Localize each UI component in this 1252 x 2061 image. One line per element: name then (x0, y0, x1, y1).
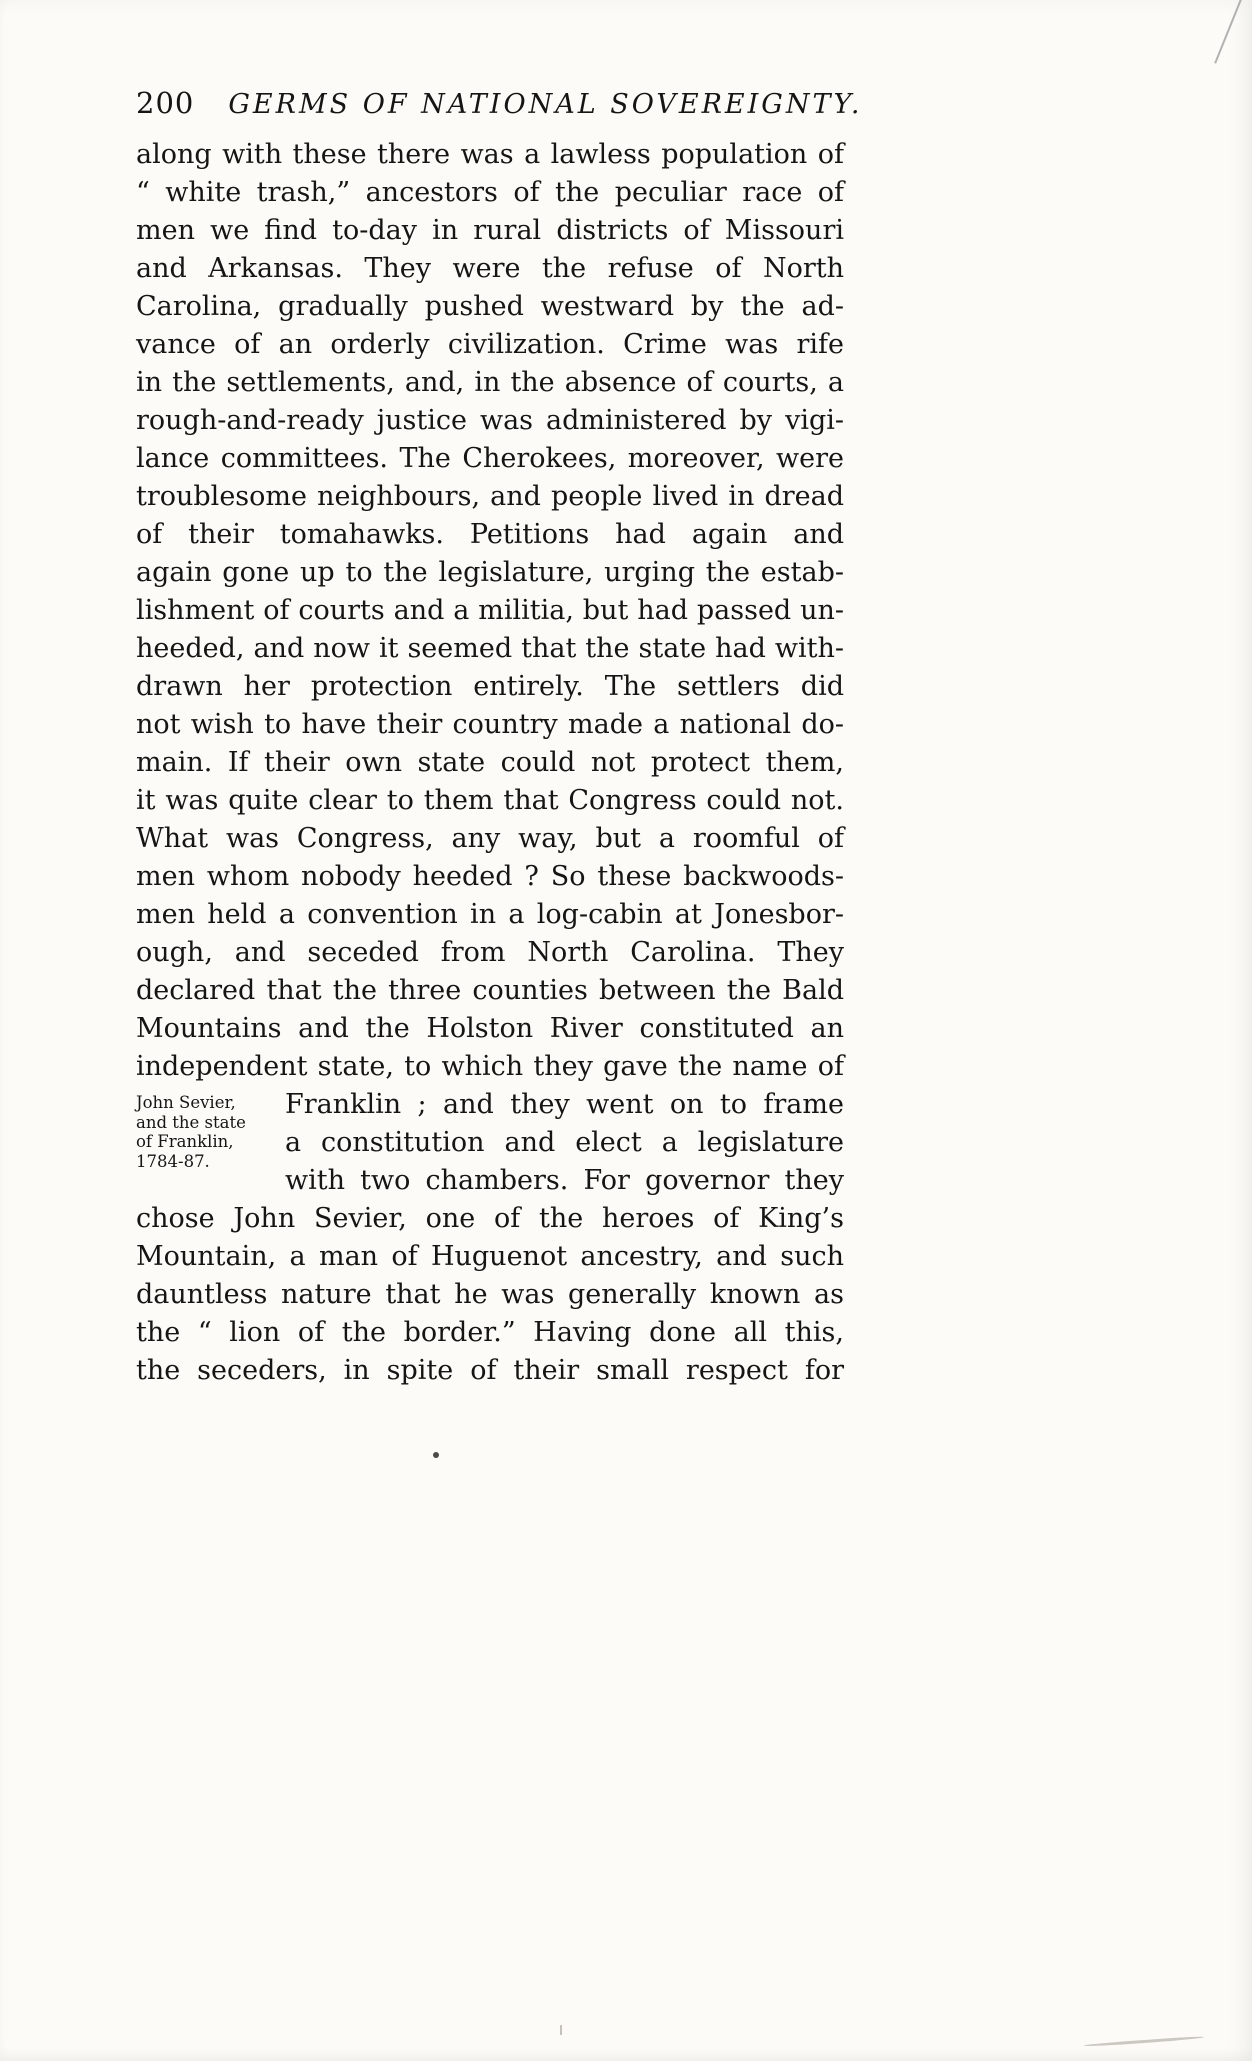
scan-artifact-slash (1214, 0, 1244, 64)
text-line: men we find to-day in rural districts of Missouri (136, 215, 844, 246)
text-line: troublesome neighbours, and people lived in dread (136, 481, 844, 512)
paragraph-indented (285, 1086, 844, 1200)
text-line: not wish to have their country made a national do- (136, 709, 844, 740)
text-line: lishment of courts and a militia, but had passed un- (136, 595, 844, 626)
text-line: ough, and seceded from North Carolina. They (136, 937, 844, 968)
text-line: drawn her protection entirely. The settlers did (136, 671, 844, 702)
page-number: 200 (136, 86, 195, 120)
text-line: independent state, to which they gave the name of (136, 1051, 844, 1082)
scan-artifact-squiggle (1084, 2036, 1204, 2047)
text-line: What was Congress, any way, but a roomful of (136, 823, 844, 854)
text-line: and Arkansas. They were the refuse of North (136, 253, 844, 284)
text-line: lance committees. The Cherokees, moreover, were (136, 443, 844, 474)
text-line: along with these there was a lawless population of (136, 139, 844, 170)
running-title: GERMS OF NATIONAL SOVEREIGNTY. (228, 89, 863, 120)
text-line: again gone up to the legislature, urging the estab- (136, 557, 844, 588)
text-line: the “ lion of the border.” Having done all this, (136, 1317, 844, 1348)
text-line: main. If their own state could not protect them, (136, 747, 844, 778)
text-line: 1784-87. (136, 1151, 210, 1171)
text-line: with two chambers. For governor they (285, 1165, 844, 1196)
text-line: of Franklin, (136, 1132, 234, 1151)
text-line: Mountains and the Holston River constituted an (136, 1013, 844, 1044)
text-line: Franklin ; and they went on to frame (285, 1089, 844, 1120)
text-line: of their tomahawks. Petitions had again and (136, 519, 844, 550)
text-line: Mountain, a man of Huguenot ancestry, and such (136, 1241, 844, 1272)
body-text (136, 136, 844, 1390)
text-line: heeded, and now it seemed that the state had with- (136, 633, 844, 664)
margin-note-row (136, 1086, 844, 1200)
text-line: it was quite clear to them that Congress could not. (136, 785, 844, 816)
text-line: men whom nobody heeded ? So these backwoods- (136, 861, 844, 892)
text-line: the seceders, in spite of their small respect for (136, 1355, 844, 1386)
text-line: and the state (136, 1112, 246, 1132)
margin-note (136, 1086, 285, 1171)
paragraph-bottom (136, 1200, 844, 1390)
paragraph-top (136, 136, 844, 1086)
text-line: “ white trash,” ancestors of the peculiar race of (136, 177, 844, 208)
text-line: chose John Sevier, one of the heroes of King’s (136, 1203, 844, 1234)
text-line: rough-and-ready justice was administered by vigi- (136, 405, 844, 436)
text-line: in the settlements, and, in the absence of courts, a (136, 367, 844, 398)
text-line: John Sevier, (136, 1093, 236, 1112)
text-line: a constitution and elect a legislature (285, 1127, 844, 1158)
scan-artifact-mark (560, 2025, 562, 2035)
text-line: Carolina, gradually pushed westward by the ad- (136, 291, 844, 322)
text-line: men held a convention in a log-cabin at Jonesbor- (136, 899, 844, 930)
page-header (136, 86, 863, 120)
text-line: declared that the three counties between the Bald (136, 975, 844, 1006)
text-line: dauntless nature that he was generally known as (136, 1279, 844, 1310)
scan-artifact-dot (433, 1452, 439, 1458)
text-line: vance of an orderly civilization. Crime was rife (136, 329, 844, 360)
